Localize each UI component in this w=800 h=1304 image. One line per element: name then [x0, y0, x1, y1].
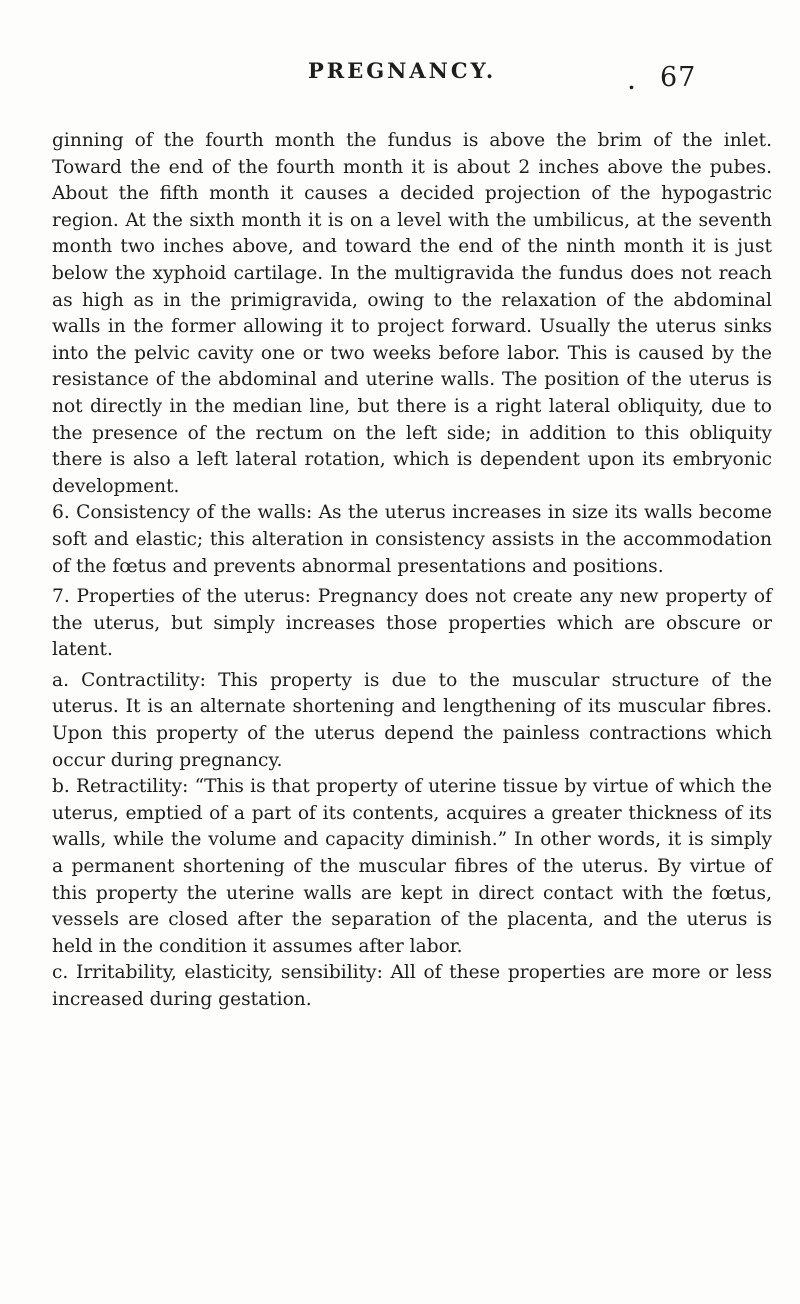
running-head [0, 40, 800, 94]
running-title: PREGNANCY. [308, 58, 497, 83]
header-dot: . [628, 70, 635, 94]
paragraph-irritability: c. Irritability, elasticity, sensibility: All of these properties are more or less increased during gestation. [52, 962, 772, 1010]
paragraph-properties: 7. Properties of the uterus: Pregnancy does not create any new property of the uterus, but simply increases those properties which are obscure or latent. [52, 586, 772, 661]
paragraph-consistency: 6. Consistency of the walls: As the uterus increases in size its walls become soft and elastic; this alteration in consistency assists in the accommodation of the fœtus and prevents abnormal presentations and positions. [52, 502, 772, 577]
paragraph-retractility: b. Retractility: “This is that property of uterine tissue by virtue of which the uterus, emptied of a part of its contents, acquires a greater thickness of its walls, while the volume and capacity diminish.” In other words, it is simply a permanent shortening of the muscular fibres of the uterus. By virtue of this property the uterine walls are kept in direct contact with the fœtus, vessels are closed after the separation of the placenta, and the uterus is held in the condition it assumes after labor. [52, 776, 772, 957]
paragraph-fundus-height: ginning of the fourth month the fundus is above the brim of the inlet. Toward the end of the fourth month it is about 2 inches above the pubes. About the fifth month it causes a decided projection of the hypogastric region. At the sixth month it is on a level with the umbilicus, at the seventh month two inches above, and toward the end of the ninth month it is just below the xyphoid cartilage. In the multigravida the fundus does not reach as high as in the primigravida, owing to the relaxation of the abdominal walls in the former allowing it to project forward. Usually the uterus sinks into the pelvic cavity one or two weeks before labor. This is caused by the resistance of the abdominal and uterine walls. The position of the uterus is not directly in the median line, but there is a right lateral obliquity, due to the presence of the rectum on the left side; in addition to this obliquity there is also a left lateral rotation, which is dependent upon its embryonic development. [52, 130, 772, 497]
page-number: 67 [660, 62, 697, 93]
paragraph-contractility: a. Contractility: This property is due to the muscular structure of the uterus. It is an alternate shortening and lengthening of its muscular fibres. Upon this property of the uterus depend the painless contractions which occur during pregnancy. [52, 669, 772, 771]
body-text [52, 128, 772, 1014]
